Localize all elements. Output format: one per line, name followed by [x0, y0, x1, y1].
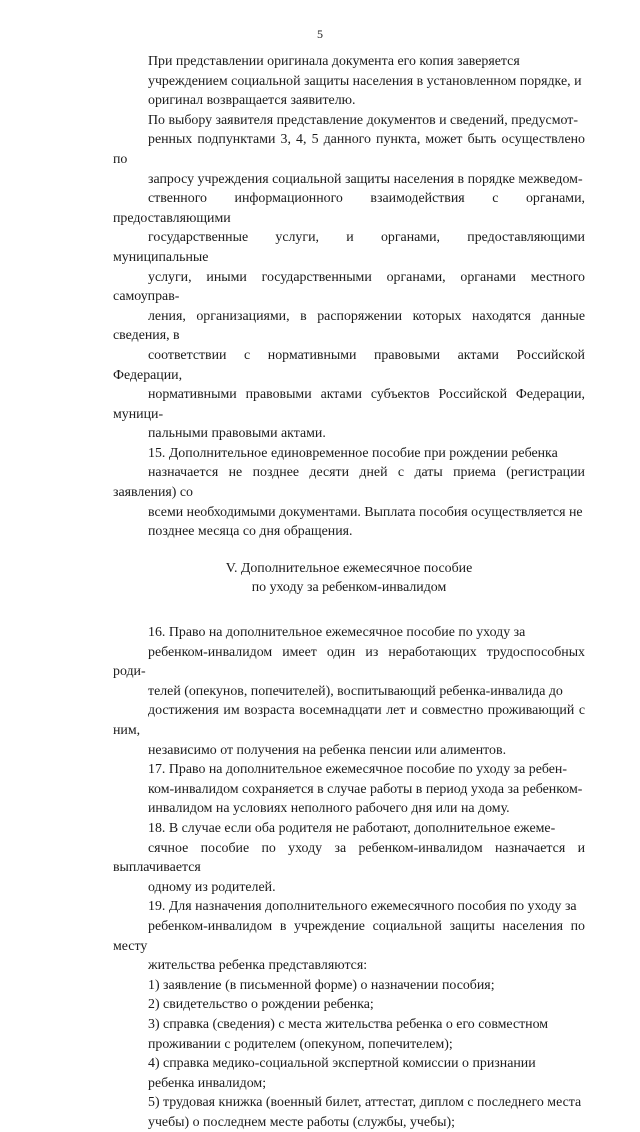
- paragraph-item-16: [113, 623, 585, 760]
- text-line: достижения им возраста восемнадцати лет и совместно проживающий с ним,: [113, 703, 585, 738]
- text-line: 15. Дополнительное единовременное пособие при рождении ребенка: [148, 445, 558, 461]
- text-line: 2) свидетельство о рождении ребенка;: [148, 997, 374, 1013]
- text-line: ственного информационного взаимодействия с органами, предоставляющими: [113, 191, 585, 226]
- text-line: телей (опекунов, попечителей), воспитывающий ребенка-инвалида до: [148, 683, 563, 699]
- heading-line: по уходу за ребенком-инвалидом: [251, 580, 447, 596]
- text-line: ребенком-инвалидом имеет один из неработающих трудоспособных роди-: [113, 644, 585, 680]
- paragraph-item-19: [113, 897, 585, 975]
- text-line: При представлении оригинала документа его копия заверяется: [148, 54, 520, 69]
- text-line: всеми необходимыми документами. Выплата пособия осуществляется не: [148, 504, 583, 520]
- text-line: оригинал возвращается заявителю.: [148, 93, 356, 109]
- text-line: ренных подпунктами 3, 4, 5 данного пункта, может быть осуществлено по: [113, 132, 585, 167]
- text-line: независимо от получения на ребенка пенсии или алиментов.: [148, 742, 507, 758]
- text-line: одному из родителей.: [148, 879, 276, 895]
- text-line: позднее месяца со дня обращения.: [148, 524, 353, 540]
- text-line: сячное пособие по уходу за ребенком-инвалидом назначается и выплачивается: [113, 840, 585, 876]
- paragraph-item-18: [113, 819, 585, 897]
- text-line: ления, организациями, в распоряжении которых находятся данные сведения, в: [113, 308, 585, 344]
- text-line: назначается не позднее десяти дней с даты приема (регистрации заявления) со: [113, 465, 585, 501]
- text-line: 16. Право на дополнительное ежемесячное пособие по уходу за: [148, 625, 526, 641]
- section-heading: [113, 559, 585, 598]
- text-line: ребенком-инвалидом в учреждение социальной защиты населения по месту: [113, 918, 585, 954]
- text-line: услуги, иными государственными органами, органами местного самоуправ-: [113, 269, 585, 305]
- text-line: запросу учреждения социальной защиты населения в порядке межведом-: [148, 171, 583, 187]
- paragraph-interagency-request: [113, 111, 585, 444]
- text-line: проживании с родителем (опекуном, попечителем);: [148, 1036, 453, 1052]
- text-line: 5) трудовая книжка (военный билет, аттестат, диплом с последнего места: [148, 1095, 582, 1111]
- paragraph-item-17: [113, 760, 585, 819]
- text-line: учебы) о последнем месте работы (службы, учебы);: [148, 1114, 455, 1130]
- document-body: [113, 52, 585, 1132]
- text-line: государственные услуги, и органами, предоставляющими муниципальные: [113, 230, 585, 265]
- heading-line: V. Дополнительное ежемесячное пособие: [225, 560, 473, 576]
- text-line: 1) заявление (в письменной форме) о назначении пособия;: [148, 977, 495, 993]
- list-item-birth-certificate: [113, 995, 585, 1015]
- list-item-employment-record: [113, 1093, 585, 1132]
- paragraph-original-copy: [113, 52, 585, 111]
- text-line: соответствии с нормативными правовыми актами Российской Федерации,: [113, 347, 585, 383]
- text-line: пальными правовыми актами.: [148, 426, 326, 442]
- paragraph-item-15: [113, 444, 585, 542]
- text-line: 18. В случае если оба родителя не работают, дополнительное ежеме-: [148, 820, 556, 836]
- text-line: 19. Для назначения дополнительного ежемесячного пособия по уходу за: [148, 899, 577, 915]
- text-line: 4) справка медико-социальной экспертной комиссии о признании: [148, 1056, 536, 1072]
- text-line: нормативными правовыми актами субъектов Российской Федерации, муници-: [113, 387, 585, 422]
- text-line: ком-инвалидом сохраняется в случае работы в период ухода за ребенком-: [148, 781, 583, 797]
- list-item-medical-certificate: [113, 1054, 585, 1093]
- text-line: жительства ребенка представляются:: [148, 958, 368, 974]
- text-line: учреждением социальной защиты населения в установленном порядке, и: [148, 73, 582, 89]
- text-line: По выбору заявителя представление документов и сведений, предусмот-: [148, 112, 578, 128]
- page-number: 5: [317, 27, 323, 41]
- text-line: 17. Право на дополнительное ежемесячное пособие по уходу за ребен-: [148, 762, 567, 778]
- text-line: ребенка инвалидом;: [148, 1075, 267, 1091]
- text-line: 3) справка (сведения) с места жительства ребенка о его совместном: [148, 1016, 549, 1032]
- text-line: инвалидом на условиях неполного рабочего дня или на дому.: [148, 801, 510, 817]
- list-item-residence-certificate: [113, 1015, 585, 1054]
- list-item-application: [113, 976, 585, 996]
